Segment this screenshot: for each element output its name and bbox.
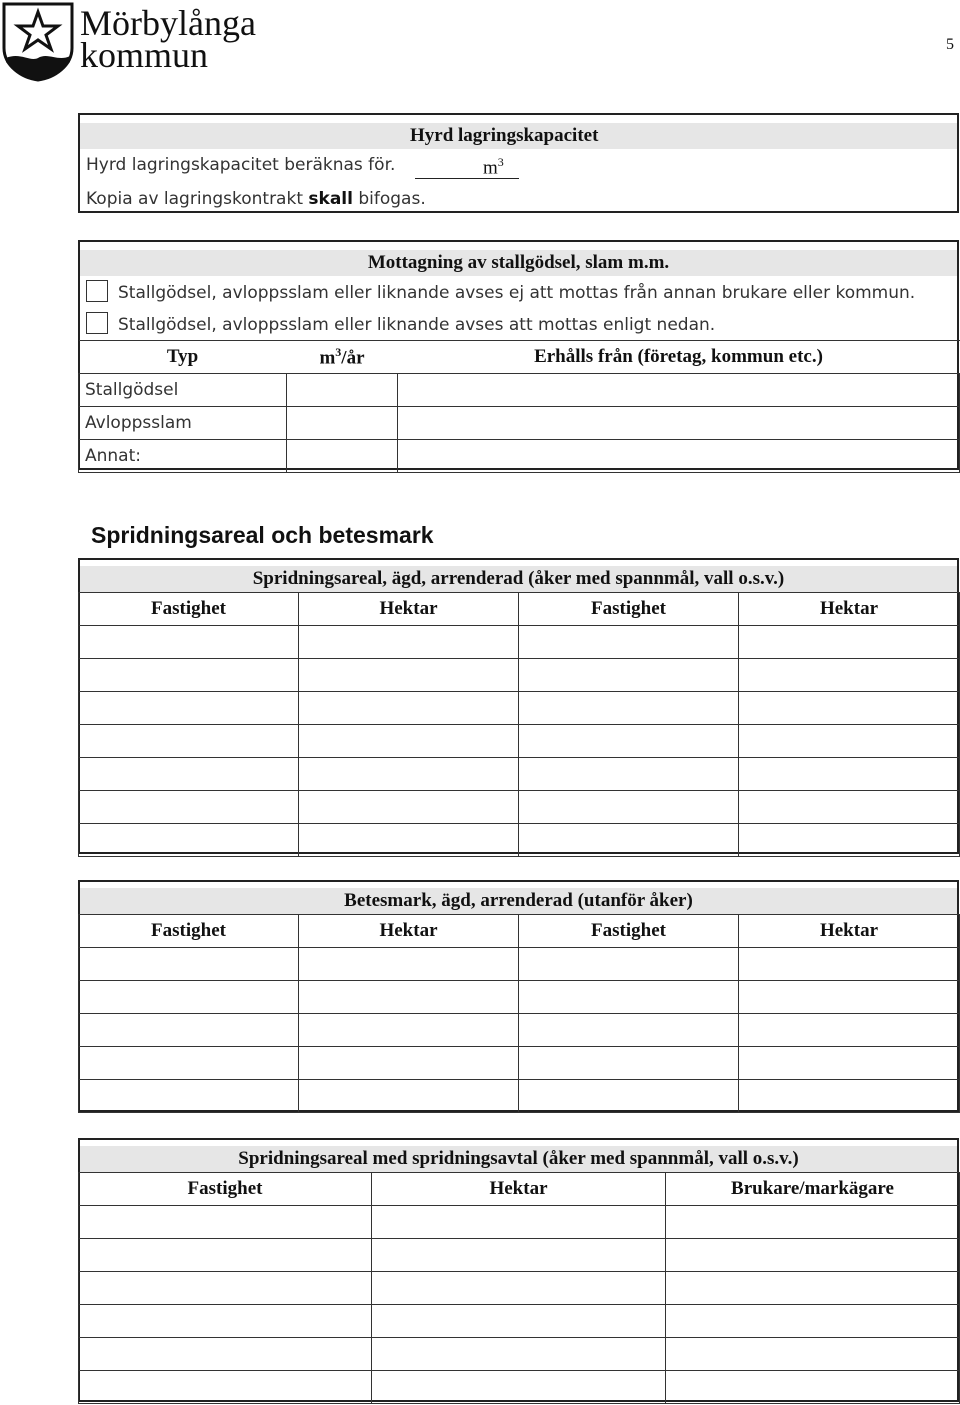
spreading-owned-cell[interactable] [519,791,739,824]
spreading-agreement-cell[interactable] [666,1272,960,1305]
spreading-owned-cell[interactable] [79,626,299,659]
reception-col-volume: $m^3/år$ [287,341,398,374]
spreading-agreement-cell[interactable] [372,1338,666,1371]
page-number: 5 [946,36,954,53]
rented-storage-box [78,113,959,213]
spreading-agreement-box [78,1138,959,1402]
spreading-agreement-cell[interactable] [372,1239,666,1272]
pasture-cell[interactable] [739,948,960,981]
table-row [79,626,960,659]
spreading-owned-cell[interactable] [519,692,739,725]
pasture-col-hectares-1: Hektar [299,915,519,948]
reception-row-manure: Stallgödsel [79,374,287,407]
spreading-owned-table [78,592,960,857]
spreading-agreement-cell[interactable] [79,1206,372,1239]
reception-option-no-label: Stallgödsel, avloppsslam eller liknande avses ej att mottas från annan brukare eller kommun. [118,283,916,303]
municipality-logo [2,2,74,82]
spreading-agreement-cell[interactable] [79,1371,372,1404]
spreading-owned-cell[interactable] [739,692,960,725]
spreading-owned-cell[interactable] [79,824,299,857]
spreading-owned-cell[interactable] [79,692,299,725]
reception-sludge-volume-cell[interactable] [287,407,398,440]
spreading-agreement-table [78,1172,960,1404]
spreading-owned-col-hectares-1: Hektar [299,593,519,626]
table-row [79,1014,960,1047]
pasture-cell[interactable] [299,948,519,981]
spreading-owned-col-property-1: Fastighet [79,593,299,626]
spreading-agreement-cell[interactable] [666,1305,960,1338]
section-title-spreading: Spridningsareal och betesmark [91,522,434,548]
spreading-owned-cell[interactable] [519,758,739,791]
table-row [79,1206,960,1239]
table-row [79,1371,960,1404]
pasture-cell[interactable] [739,981,960,1014]
pasture-cell[interactable] [299,981,519,1014]
reception-box [78,240,959,470]
table-row [79,981,960,1014]
spreading-owned-cell[interactable] [739,725,960,758]
reception-other-volume-cell[interactable] [287,440,398,473]
spreading-owned-cell[interactable] [519,725,739,758]
pasture-cell[interactable] [519,981,739,1014]
pasture-cell[interactable] [79,1080,299,1113]
table-row [79,440,960,473]
spreading-owned-cell[interactable] [739,758,960,791]
pasture-col-property-1: Fastighet [79,915,299,948]
table-row [79,374,960,407]
reception-option-no-checkbox[interactable] [86,280,108,302]
spreading-agreement-col-hectares: Hektar [372,1173,666,1206]
reception-manure-source-cell[interactable] [398,374,960,407]
reception-title: Mottagning av stallgödsel, slam m.m. [80,250,957,276]
rented-storage-field[interactable] [415,153,519,179]
spreading-agreement-cell[interactable] [372,1371,666,1404]
pasture-cell[interactable] [299,1014,519,1047]
table-row [79,1305,960,1338]
spreading-owned-col-property-2: Fastighet [519,593,739,626]
rented-storage-line2: Kopia av lagringskontrakt skall bifogas. [86,189,426,209]
table-row [79,1338,960,1371]
pasture-cell[interactable] [519,1080,739,1113]
pasture-cell[interactable] [299,1080,519,1113]
spreading-owned-cell[interactable] [519,659,739,692]
table-row [79,725,960,758]
spreading-owned-cell[interactable] [79,791,299,824]
spreading-owned-cell[interactable] [299,725,519,758]
spreading-agreement-col-property: Fastighet [79,1173,372,1206]
spreading-owned-cell[interactable] [739,659,960,692]
spreading-owned-cell[interactable] [299,692,519,725]
table-row [79,659,960,692]
spreading-agreement-cell[interactable] [666,1206,960,1239]
spreading-agreement-cell[interactable] [79,1239,372,1272]
reception-row-sludge: Avloppsslam [79,407,287,440]
rented-storage-unit: $m^3$ [483,155,504,179]
spreading-owned-col-hectares-2: Hektar [739,593,960,626]
spreading-owned-cell[interactable] [79,725,299,758]
reception-table [78,340,960,473]
spreading-owned-cell[interactable] [299,626,519,659]
pasture-cell[interactable] [299,1047,519,1080]
spreading-agreement-cell[interactable] [79,1272,372,1305]
spreading-agreement-cell[interactable] [372,1272,666,1305]
pasture-box [78,880,959,1112]
table-row [79,1239,960,1272]
pasture-cell[interactable] [739,1047,960,1080]
table-row [79,791,960,824]
pasture-cell[interactable] [79,948,299,981]
table-row [79,1272,960,1305]
rented-storage-title: Hyrd lagringskapacitet [80,123,957,149]
spreading-owned-box [78,558,959,854]
reception-col-source: Erhålls från (företag, kommun etc.) [398,341,960,374]
table-row [79,758,960,791]
table-row [79,1080,960,1113]
table-row [79,1047,960,1080]
rented-storage-label: Hyrd lagringskapacitet beräknas för. [86,155,396,175]
reception-sludge-source-cell[interactable] [398,407,960,440]
table-row [79,824,960,857]
spreading-owned-cell[interactable] [519,626,739,659]
pasture-cell[interactable] [739,1014,960,1047]
reception-manure-volume-cell[interactable] [287,374,398,407]
spreading-owned-cell[interactable] [299,791,519,824]
table-row [79,948,960,981]
pasture-cell[interactable] [519,1014,739,1047]
spreading-agreement-cell[interactable] [79,1338,372,1371]
spreading-agreement-cell[interactable] [666,1239,960,1272]
pasture-cell[interactable] [79,1014,299,1047]
pasture-col-hectares-2: Hektar [739,915,960,948]
spreading-owned-title: Spridningsareal, ägd, arrenderad (åker med spannmål, vall o.s.v.) [80,566,957,592]
pasture-cell[interactable] [519,948,739,981]
spreading-owned-cell[interactable] [299,659,519,692]
spreading-agreement-cell[interactable] [666,1371,960,1404]
pasture-cell[interactable] [79,1047,299,1080]
rented-storage-line1 [86,155,395,175]
municipality-name-line1: Mörbylånga [80,3,256,43]
pasture-col-property-2: Fastighet [519,915,739,948]
pasture-cell[interactable] [519,1047,739,1080]
spreading-agreement-title: Spridningsareal med spridningsavtal (åker med spannmål, vall o.s.v.) [80,1146,957,1172]
reception-option-yes-label: Stallgödsel, avloppsslam eller liknande avses att mottas enligt nedan. [118,315,716,335]
pasture-cell[interactable] [79,981,299,1014]
spreading-agreement-cell[interactable] [372,1206,666,1239]
spreading-agreement-col-owner: Brukare/markägare [666,1173,960,1206]
spreading-owned-cell[interactable] [739,626,960,659]
reception-col-type: Typ [79,341,287,374]
spreading-owned-cell[interactable] [79,659,299,692]
reception-option-yes-checkbox[interactable] [86,312,108,334]
spreading-owned-cell[interactable] [739,824,960,857]
spreading-owned-cell[interactable] [299,758,519,791]
pasture-table [78,914,960,1113]
reception-row-other: Annat: [79,440,287,473]
spreading-agreement-cell[interactable] [79,1305,372,1338]
spreading-owned-cell[interactable] [739,791,960,824]
municipality-name-line2: kommun [80,35,209,75]
spreading-agreement-cell[interactable] [372,1305,666,1338]
pasture-cell[interactable] [739,1080,960,1113]
spreading-agreement-cell[interactable] [666,1338,960,1371]
pasture-title: Betesmark, ägd, arrenderad (utanför åker) [80,888,957,914]
spreading-owned-cell[interactable] [519,824,739,857]
spreading-owned-cell[interactable] [299,824,519,857]
spreading-owned-cell[interactable] [79,758,299,791]
reception-other-source-cell[interactable] [398,440,960,473]
table-row [79,407,960,440]
table-row [79,692,960,725]
